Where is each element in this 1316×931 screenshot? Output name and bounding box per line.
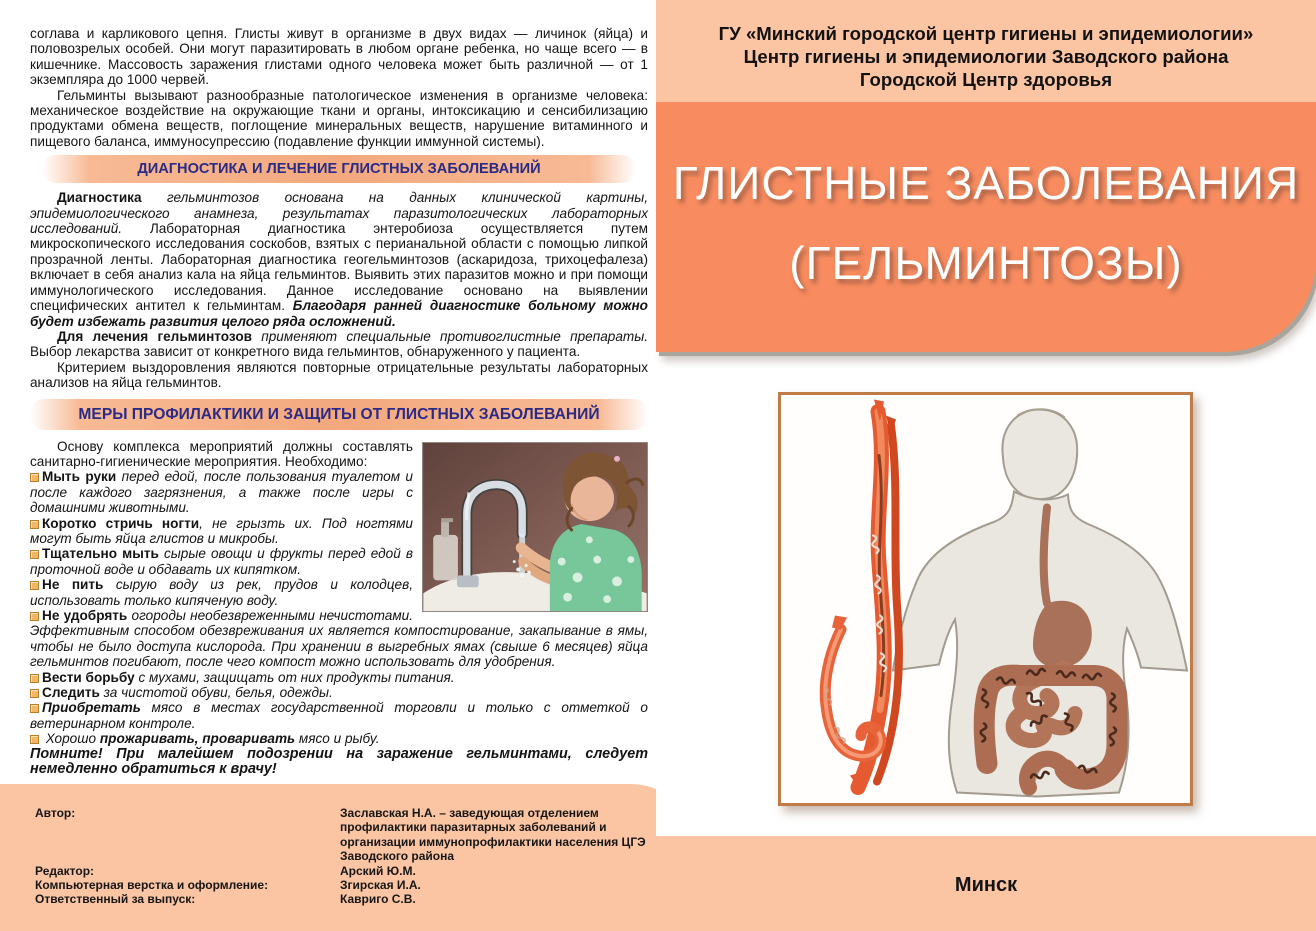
handwashing-photo-drawing xyxy=(423,443,647,611)
organization-line-3: Городской Центр здоровья xyxy=(859,69,1113,90)
bullet-square-icon xyxy=(30,612,39,621)
credit-value: Кавриго С.В. xyxy=(340,892,416,907)
bullet-cook-meat xyxy=(30,731,648,746)
bullet-text: сырые овощи и фрукты перед едой в проточной воде и обдавать их кипятком. xyxy=(30,546,413,577)
diagnosis-emphasis: Благодаря ранней диагностике больному можно будет избежать развития целого ряда осложнений. xyxy=(30,298,648,329)
diagnosis-paragraph xyxy=(30,190,648,329)
organization-header-band xyxy=(656,0,1316,102)
credit-value: Згирская И.А. xyxy=(340,878,421,893)
diagnosis-lead: Диагностика xyxy=(57,190,142,206)
intro-paragraph-1: соглава и карликового цепня. Глисты живут в организме в двух видах — личинок (яйца) и половозрелых особей. Они могут паразитировать в любом органе ребенка, но чаще всего — в кишечнике. Массовость заражения глистами одного человека может быть различной — от 1 экземпляра до 1000 червей. xyxy=(30,26,648,88)
bullet-square-icon xyxy=(30,704,39,713)
bullet-lead: Коротко стричь ногти xyxy=(42,515,200,531)
bullet-lead: Приобретать xyxy=(42,700,141,716)
credit-value: Заславская Н.А. – заведующая отделением профилактики паразитарных заболеваний и организации иммунопрофилактики населения ЦГЭ Заводского района xyxy=(340,806,646,864)
bullet-no-fertilizing xyxy=(30,608,648,670)
bullet-lead: Следить xyxy=(42,685,100,701)
cover-title-line-2: (ГЕЛЬМИНТОЗЫ) xyxy=(789,237,1183,289)
bullet-lead: Тщательно мыть xyxy=(42,546,159,562)
organization-line-2: Центр гигиены и эпидемиологии Заводского района xyxy=(743,46,1229,67)
credit-label: Автор: xyxy=(35,806,76,820)
bullet-text: с мухами, защищать от них продукты питания. xyxy=(134,669,455,685)
bullet-square-icon xyxy=(30,473,39,482)
bullet-square-icon xyxy=(30,674,39,683)
section-heading-diagnosis: ДИАГНОСТИКА И ЛЕЧЕНИЕ ГЛИСТНЫХ ЗАБОЛЕВАНИЙ xyxy=(42,155,636,183)
bullet-lead: Не пить xyxy=(42,577,104,593)
bullet-square-icon xyxy=(30,581,39,590)
bullet-square-icon xyxy=(30,735,39,744)
diagnosis-body: Лабораторная диагностика энтеробиоза осуществляется путем микроскопического исследования соскобов, взятых с перианальной области с помощью липкой прозрачной ленты. Лабораторная диагностика геогельминтозов (аскаридоза, трихоцефалеза) включает в себя анализ кала на яйца гельминтов. Выявить этих паразитов можно и при помощи иммунологического исследования. Данное исследование основано на выявлении специфических антител к гельминтам. xyxy=(30,221,648,314)
bullet-square-icon xyxy=(30,550,39,559)
worms-illustration-drawing xyxy=(781,395,1190,803)
treatment-body: Выбор лекарства зависит от конкретного вида гельминтов, обнаруженного у пациента. xyxy=(30,344,581,360)
bullet-fight-flies xyxy=(30,670,648,685)
bullet-text: за чистотой обуви, белья, одежды. xyxy=(99,685,333,701)
credit-label: Ответственный за выпуск: xyxy=(35,892,196,907)
treatment-italic: применяют специальные противоглистные препараты. xyxy=(251,328,648,344)
bullet-text: огороды необезвреженными нечистотами. Эффективным способом обезвреживания их является компостирование, закапывание в ямы, чтобы не было доступа кислорода. При хранении в выгребных ямах (свыше 6 месяцев) яйца гельминтов погибают, после чего компост можно использовать для удобрения. xyxy=(30,608,648,670)
bullet-square-icon xyxy=(30,520,39,529)
bullet-text: мясо и рыбу. xyxy=(295,731,380,747)
worms-illustration xyxy=(778,392,1193,806)
credits-table xyxy=(35,806,650,907)
bullet-text: сырую воду из рек, прудов и колодцев, использовать только кипяченую воду. xyxy=(30,577,413,608)
credit-row-editor xyxy=(35,864,650,878)
credit-row-responsible xyxy=(35,892,650,906)
left-footer-panel xyxy=(0,784,692,931)
bullet-lead: Не удобрять xyxy=(42,608,128,623)
prevention-section xyxy=(30,439,648,778)
treatment-paragraph xyxy=(30,329,648,360)
credit-value: Арский Ю.М. xyxy=(340,863,416,878)
left-page-text-column xyxy=(30,26,648,777)
cover-page xyxy=(656,0,1316,931)
bullet-keep-clean xyxy=(30,685,648,700)
cover-title-line-1: ГЛИСТНЫЕ ЗАБОЛЕВАНИЯ xyxy=(672,157,1300,209)
bullet-pre: Хорошо xyxy=(42,731,100,747)
credit-label: Компьютерная верстка и оформление: xyxy=(35,878,269,893)
treatment-lead: Для лечения гельминтозов xyxy=(57,328,252,344)
bullet-lead: Мыть руки xyxy=(42,469,117,485)
bullet-text: перед едой, после пользования туалетом и после каждого загрязнения, а также после игры с домашними животными. xyxy=(30,469,413,516)
criteria-paragraph: Критерием выздоровления являются повторные отрицательные результаты лабораторных анализов на яйца гельминтов. xyxy=(30,359,648,391)
bullet-square-icon xyxy=(30,689,39,698)
bullet-lead: прожаривать, проваривать xyxy=(99,731,296,747)
city-footer-band xyxy=(656,836,1316,931)
organization-lines xyxy=(656,0,1316,91)
city-name: Минск xyxy=(954,874,1018,896)
reminder-paragraph: Помните! При малейшем подозрении на заражение гельминтами, следует немедленно обратиться к врачу! xyxy=(30,745,648,778)
organization-line-1: ГУ «Минский городской центр гигиены и эпидемиологии» xyxy=(718,23,1254,44)
bullet-text: , не грызть их. Под ногтями могут быть яйца глистов и микробы. xyxy=(30,515,413,546)
bullet-lead: Вести борьбу xyxy=(42,669,135,685)
handwashing-photo xyxy=(422,442,648,612)
torso-head xyxy=(1002,410,1077,500)
credit-row-author xyxy=(35,806,650,864)
bullet-text: мясо в местах государственной торговли и только с отметкой о ветеринарном контроле. xyxy=(30,700,648,731)
intro-paragraph-2: Гельминты вызывают разнообразные патологическое изменения в организме человека: механическое воздействие на окружающие ткани и органы, интоксикацию и сенсибилизацию продуктами обмена веществ, поглощение минеральных веществ, нарушение витаминного и пищевого баланса, иммуносупрессию (подавление функции иммунной системы). xyxy=(30,87,648,149)
credit-label: Редактор: xyxy=(35,863,95,878)
prevention-intro: Основу комплекса мероприятий должны составлять санитарно-гигиенические мероприятия. Необходимо: xyxy=(30,438,413,469)
credit-row-layout xyxy=(35,878,650,892)
bullet-buy-meat xyxy=(30,700,648,731)
diagnosis-italic: гельминтозов основана на данных клинической картины, эпидемиологического анамнеза, результатах паразитологических лабораторных исследований. xyxy=(30,190,648,237)
section-heading-prevention: МЕРЫ ПРОФИЛАКТИКИ И ЗАЩИТЫ ОТ ГЛИСТНЫХ ЗАБОЛЕВАНИЙ xyxy=(30,399,648,430)
title-band xyxy=(656,102,1316,352)
